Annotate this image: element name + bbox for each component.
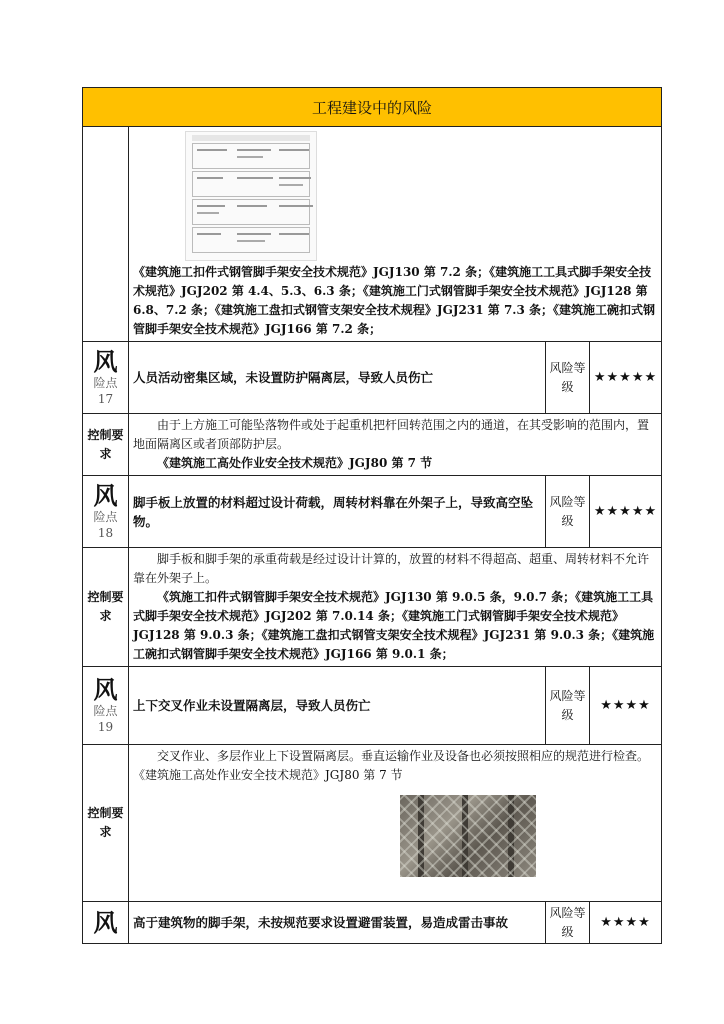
risk-point-next (83, 902, 129, 944)
point-label: 险点 (93, 375, 118, 390)
empty-left-cell (83, 127, 129, 342)
level-label: 风险等级 (546, 902, 590, 944)
prev-control-cell (129, 127, 662, 342)
document-title: 工程建设中的风险 (83, 88, 662, 127)
risk-point-19 (83, 667, 129, 745)
safety-net-photo (400, 795, 536, 877)
risk-level-stars: ★★★★★ (590, 342, 662, 414)
point-label: 险点 (93, 509, 118, 524)
risk-level-stars: ★★★★ (590, 667, 662, 745)
control-cell (129, 548, 662, 667)
control-label: 控制要求 (83, 548, 129, 667)
feng-label: 风 (93, 346, 118, 376)
feng-label: 风 (93, 674, 118, 704)
prev-refs: 《建筑施工扣件式钢管脚手架安全技术规范》JGJ130 第 7.2 条；《建筑施工工具式脚手架安全技术规范》JGJ202 第 4.4、5.3、6.3 条；《建筑施工门式钢管脚手架安全技术规范》JGJ128 第 6.8、7.2 条；《建筑施工盘扣式钢管支架安全技术规程》JGJ231 第 7.3 条；《建筑施工碗扣式钢管脚手架安全技术规范》JGJ166 第 7.2 条； (133, 265, 655, 336)
risk-number: 18 (97, 525, 114, 540)
hazard-text: 脚手板上放置的材料超过设计荷载，周转材料靠在外架子上，导致高空坠物。 (129, 476, 546, 548)
risk-level-stars: ★★★★★ (590, 476, 662, 548)
hazard-text: 高于建筑物的脚手架，未按规范要求设置避雷装置，易造成雷击事故 (129, 902, 546, 944)
risk-point-17 (83, 342, 129, 414)
level-label: 风险等级 (546, 476, 590, 548)
control-cell (129, 414, 662, 476)
control-label: 控制要求 (83, 414, 129, 476)
control-label: 控制要求 (83, 745, 129, 902)
control-ref: 《建筑施工高处作业安全技术规范》JGJ80 第 7 节 (157, 456, 433, 470)
risk-table (82, 87, 662, 944)
level-label: 风险等级 (546, 342, 590, 414)
hazard-text: 上下交叉作业未设置隔离层，导致人员伤亡 (129, 667, 546, 745)
risk-number: 19 (97, 719, 114, 734)
control-text: 脚手板和脚手架的承重荷载是经过设计计算的，放置的材料不得超高、超重、周转材料不允许靠在外架子上。 (133, 552, 650, 585)
hazard-text: 人员活动密集区域，未设置防护隔离层，导致人员伤亡 (129, 342, 546, 414)
control-text: 由于上方施工可能坠落物件或处于起重机把杆回转范围之内的通道，在其受影响的范围内，置地面隔离区或者顶部防护层。 (133, 418, 650, 451)
point-label: 险点 (93, 703, 118, 718)
control-cell (129, 745, 662, 902)
feng-label: 风 (93, 480, 118, 510)
risk-document (82, 87, 661, 944)
standard-table-thumbnail (185, 131, 317, 261)
risk-point-18 (83, 476, 129, 548)
risk-number: 17 (97, 391, 114, 406)
level-label: 风险等级 (546, 667, 590, 745)
control-text: 交叉作业、多层作业上下设置隔离层。垂直运输作业及设备也必须按照相应的规范进行检查。《建筑施工高处作业安全技术规范》JGJ80 第 7 节 (133, 749, 650, 782)
feng-label: 风 (93, 907, 118, 937)
risk-level-stars: ★★★★ (590, 902, 662, 944)
control-ref: 《筑施工扣件式钢管脚手架安全技术规范》JGJ130 第 9.0.5 条，9.0.7 条；《建筑施工工具式脚手架安全技术规范》JGJ202 第 7.0.14 条；《建筑施工门式钢管脚手架安全技术规范》JGJ128 第 9.0.3 条；《建筑施工盘扣式钢管支架安全技术规程》JGJ231 第 9.0.3 条；《建筑施工碗扣式钢管脚手架安全技术规范》JGJ166 第 9.0.1 条； (133, 590, 655, 661)
